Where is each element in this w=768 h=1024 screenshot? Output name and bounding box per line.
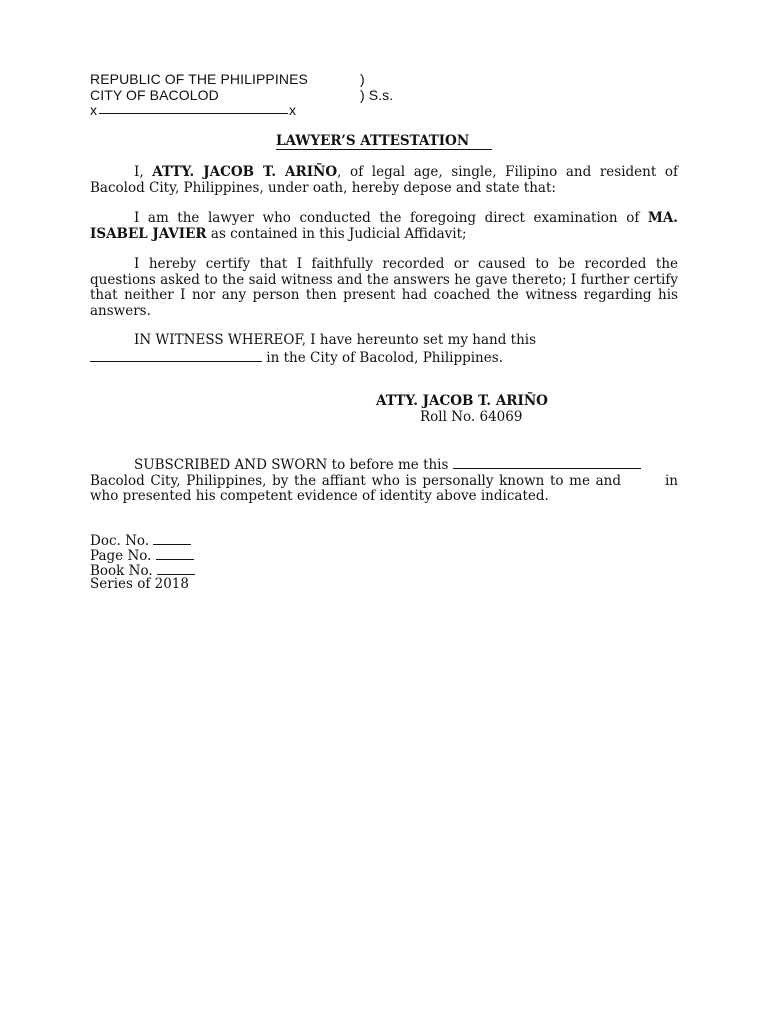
signature-roll-number: Roll No. 64069 — [420, 409, 523, 425]
caption-divider-line — [99, 113, 288, 114]
jurat-text: SUBSCRIBED AND SWORN to before me this — [134, 457, 449, 473]
witness-date-blank — [90, 349, 262, 362]
page-no-label: Page No. — [90, 548, 156, 564]
paragraph-jurat — [90, 456, 678, 505]
paragraph-witness-whereof — [90, 333, 678, 366]
para2-name: MA. ISABEL JAVIER — [90, 210, 678, 242]
page-no-blank — [156, 547, 194, 560]
caption-republic-paren: ) — [360, 71, 365, 87]
para2-rest: as contained in this Judicial Affidavit; — [206, 225, 467, 242]
notarial-series: Series of 2018 — [90, 576, 189, 592]
paragraph-identity — [90, 165, 678, 196]
title-underline — [276, 149, 492, 150]
caption-city: CITY OF BACOLOD — [90, 87, 219, 103]
jurat-rest: Bacolod City, Philippines, by the affiant who is personally known to me and who presented his competent evidence of identity above indicated. — [90, 472, 621, 504]
caption-republic-text: REPUBLIC OF THE PHILIPPINES — [90, 71, 308, 87]
caption-ss: ) S.s. — [360, 87, 394, 103]
para4-rest: in the City of Bacolod, Philippines. — [262, 349, 503, 366]
para4-text: IN WITNESS WHEREOF, I have hereunto set my hand this — [134, 332, 537, 348]
book-no-blank — [157, 562, 195, 575]
doc-no-label: Doc. No. — [90, 533, 154, 549]
caption-republic — [90, 72, 308, 88]
para1-prefix: I, — [134, 164, 153, 180]
para1-rest: , of legal age, single, Filipino and resident of Bacolod City, Philippines, under oath, hereby depose and state that: — [90, 164, 679, 196]
para1-name: ATTY. JACOB T. ARIÑO — [152, 164, 338, 180]
caption-x-left: x — [90, 102, 98, 118]
caption-x-right: x — [289, 102, 297, 118]
signature-name: ATTY. JACOB T. ARIÑO — [376, 393, 548, 409]
jurat-date-blank — [453, 456, 641, 469]
paragraph-examination — [90, 211, 678, 242]
jurat-in: in — [664, 472, 678, 489]
book-no-label: Book No. — [90, 563, 157, 579]
doc-no-blank — [153, 532, 191, 545]
document-title: LAWYER’S ATTESTATION — [276, 133, 470, 149]
paragraph-certification: I hereby certify that I faithfully recorded or caused to be recorded the questions asked to the said witness and the answers he gave thereto; I further certify that neither I nor any person then present had coached the witness regarding his answers. — [90, 256, 678, 319]
para2-text: I am the lawyer who conducted the foregoing direct examination of — [134, 210, 648, 226]
